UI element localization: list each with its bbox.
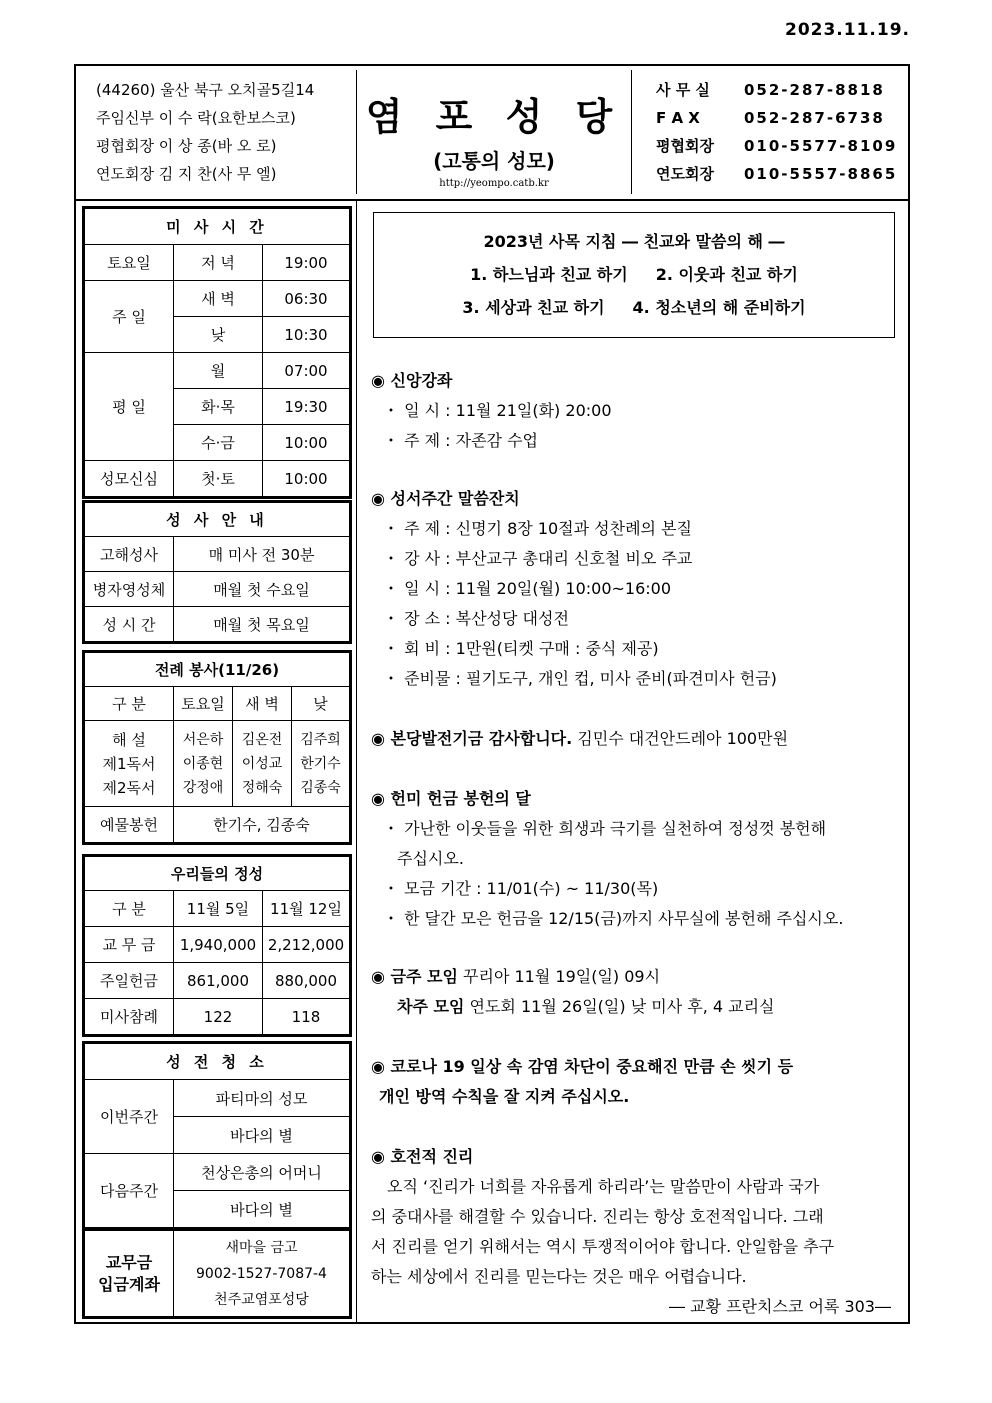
cleaning-week-label: 이번주간 xyxy=(85,1080,174,1154)
sacrament-name: 병자영성체 xyxy=(85,572,174,607)
pastor: 주임신부 이 수 락(요한보스코) xyxy=(96,109,296,127)
notice-meetings xyxy=(371,962,901,1022)
parish-subtitle: (고통의 성모) xyxy=(433,149,555,173)
masthead xyxy=(356,70,632,194)
contact-label: 평협회장 xyxy=(656,137,714,155)
contact-value: 010-5557-8865 xyxy=(744,165,898,183)
notice-title: ◉ 금주 모임 xyxy=(371,967,458,986)
sacrament-time: 매월 첫 수요일 xyxy=(174,572,350,607)
server-name: 한기수 xyxy=(300,755,341,772)
contact-label: F A X xyxy=(656,109,700,127)
donation-value: 122 xyxy=(174,999,263,1035)
mass-time: 10:30 xyxy=(263,317,350,353)
notice-line: ・ 회 비 : 1만원(티켓 구매 : 중식 제공) xyxy=(383,639,659,658)
notice-line: ・ 강 사 : 부산교구 총대리 신호철 비오 주교 xyxy=(383,549,693,568)
role: 제2독서 xyxy=(102,778,156,797)
mass-time: 10:00 xyxy=(263,461,350,497)
contact-value: 010-5577-8109 xyxy=(744,137,898,155)
contact-label: 사 무 실 xyxy=(656,81,710,99)
notice-covid xyxy=(371,1052,901,1112)
notice-bible-week xyxy=(371,484,901,694)
mass-time: 10:00 xyxy=(263,425,350,461)
notice-truth-quote xyxy=(371,1142,901,1322)
notice-line xyxy=(371,724,901,754)
notice-line: ・ 주 제 : 자존감 수업 xyxy=(383,431,539,450)
liturgy-roles xyxy=(85,721,174,807)
quote-source: ― 교황 프란치스코 어록 303― xyxy=(669,1297,891,1316)
header-divider xyxy=(76,199,908,201)
contact-row xyxy=(656,160,906,188)
role: 해 설 xyxy=(112,730,146,749)
server-name: 김온전 xyxy=(241,731,283,748)
notice-line: ・ 한 달간 모은 헌금을 12/15(금)까지 사무실에 봉헌해 주십시오. xyxy=(383,909,844,928)
mass-when: 낮 xyxy=(174,317,263,353)
mass-when: 수·금 xyxy=(174,425,263,461)
server-name: 서은하 xyxy=(182,731,224,748)
guideline-row xyxy=(374,262,894,285)
server-name: 강정애 xyxy=(182,779,224,796)
quote-line: 서 진리를 얻기 위해서는 역시 투쟁적이어야 합니다. 안일함을 추구 xyxy=(371,1237,835,1256)
notice-line: ・ 일 시 : 11월 20일(월) 10:00~16:00 xyxy=(383,579,672,598)
server-name: 김종숙 xyxy=(300,779,341,796)
donation-header: 11월 12일 xyxy=(263,891,350,927)
mass-schedule-table xyxy=(84,208,350,497)
cleaning-group: 파티마의 성모 xyxy=(174,1080,350,1117)
quote-line: 의 중대사를 해결할 수 있습니다. 진리는 항상 호전적입니다. 그래 xyxy=(371,1207,824,1226)
day-label: 토요일 xyxy=(85,245,174,281)
donation-item: 교 무 금 xyxy=(85,927,174,963)
server-name: 이종현 xyxy=(182,755,224,772)
guideline-title: 2023년 사목 지침 ― 친교와 말씀의 해 ― xyxy=(483,232,785,251)
funeral-president: 연도회장 김 지 찬(사 무 엘) xyxy=(96,165,277,183)
notice-line: ・ 장 소 : 복산성당 대성전 xyxy=(383,609,569,628)
liturgy-day xyxy=(292,721,350,807)
notice-line xyxy=(371,962,901,992)
mass-time: 06:30 xyxy=(263,281,350,317)
notice-rice-offering xyxy=(371,784,901,934)
notice-title: ◉ 신앙강좌 xyxy=(371,371,453,390)
donation-value: 1,940,000 xyxy=(174,927,263,963)
mass-when: 화·목 xyxy=(174,389,263,425)
liturgy-header: 구 분 xyxy=(85,687,174,721)
cleaning-title: 성 전 청 소 xyxy=(85,1044,350,1080)
notice-line: 주십시오. xyxy=(397,849,464,868)
contact-row xyxy=(656,132,906,160)
contact-info xyxy=(656,76,906,188)
contact-row xyxy=(656,104,906,132)
liturgy-header: 새 벽 xyxy=(233,687,292,721)
sacrament-name: 고해성사 xyxy=(85,537,174,572)
parish-info xyxy=(96,76,346,188)
notice-thanks xyxy=(371,724,901,754)
sacrament-name: 성 시 간 xyxy=(85,607,174,642)
account-label xyxy=(85,1231,174,1317)
guideline-row xyxy=(374,295,894,318)
address: (44260) 울산 북구 오치골5길14 xyxy=(96,81,315,99)
notice-title: 차주 모임 xyxy=(397,997,465,1016)
quote-line: 오직 ‘진리가 너희를 자유롭게 하리라’는 말씀만이 사람과 국가 xyxy=(387,1177,820,1196)
cleaning-week-label: 다음주간 xyxy=(85,1154,174,1228)
bulletin-frame xyxy=(74,64,910,1324)
mass-time: 19:00 xyxy=(263,245,350,281)
contact-label: 연도회장 xyxy=(656,165,714,183)
mass-when: 저 녁 xyxy=(174,245,263,281)
issue-date: 2023.11.19. xyxy=(784,20,910,40)
role: 제1독서 xyxy=(102,754,156,773)
notice-line: ・ 준비물 : 필기도구, 개인 컵, 미사 준비(파견미사 헌금) xyxy=(383,669,777,688)
account-holder: 천주교염포성당 xyxy=(214,1291,309,1308)
notice-title: ◉ 성서주간 말씀잔치 xyxy=(371,489,520,508)
offering-label: 예물봉헌 xyxy=(85,807,174,843)
parish-url[interactable]: http://yeompo.catb.kr xyxy=(439,178,549,189)
donation-value: 880,000 xyxy=(263,963,350,999)
notice-title: ◉ 본당발전기금 감사합니다. xyxy=(371,729,573,748)
server-name: 정해숙 xyxy=(241,779,283,796)
liturgy-title: 전례 봉사(11/26) xyxy=(85,653,350,687)
account-table xyxy=(84,1230,350,1317)
mass-when: 월 xyxy=(174,353,263,389)
donation-header: 11월 5일 xyxy=(174,891,263,927)
cleaning-group: 천상은총의 어머니 xyxy=(174,1154,350,1191)
pastoral-guideline-box xyxy=(373,212,895,338)
cleaning-group: 바다의 별 xyxy=(174,1117,350,1154)
liturgy-header: 토요일 xyxy=(174,687,233,721)
notice-line: ・ 주 제 : 신명기 8장 10절과 성찬례의 본질 xyxy=(383,519,693,538)
guideline-item: 4. 청소년의 해 준비하기 xyxy=(632,298,806,317)
donation-item: 미사참례 xyxy=(85,999,174,1035)
mass-schedule-title: 미 사 시 간 xyxy=(85,209,350,245)
guideline-item: 2. 이웃과 친교 하기 xyxy=(655,265,798,284)
day-label: 주 일 xyxy=(85,281,174,353)
notice-faith-lecture xyxy=(371,366,901,456)
liturgy-dawn xyxy=(233,721,292,807)
column-divider xyxy=(356,200,357,1322)
mass-time: 19:30 xyxy=(263,389,350,425)
account-details xyxy=(174,1231,350,1317)
notice-title: ◉ 헌미 헌금 봉헌의 달 xyxy=(371,789,531,808)
notice-line: ・ 가난한 이웃들을 위한 희생과 극기를 실천하여 정성껏 봉헌해 xyxy=(383,819,827,838)
notice-text: 연도회 11월 26일(일) 낮 미사 후, 4 교리실 xyxy=(469,997,775,1016)
account-label-line: 교무금 xyxy=(105,1252,153,1272)
sacrament-time: 매 미사 전 30분 xyxy=(174,537,350,572)
donation-header: 구 분 xyxy=(85,891,174,927)
donation-value: 118 xyxy=(263,999,350,1035)
sacraments-title: 성 사 안 내 xyxy=(85,503,350,537)
server-name: 김주희 xyxy=(300,731,341,748)
contact-value: 052-287-8818 xyxy=(744,81,885,99)
guideline-item: 1. 하느님과 친교 하기 xyxy=(470,265,628,284)
contact-row xyxy=(656,76,906,104)
day-label: 성모신심 xyxy=(85,461,174,497)
liturgy-sat xyxy=(174,721,233,807)
notice-line: 개인 방역 수칙을 잘 지켜 주십시오. xyxy=(379,1087,630,1106)
donation-value: 861,000 xyxy=(174,963,263,999)
account-number: 9002-1527-7087-4 xyxy=(196,1265,327,1282)
bank-name: 새마을 금고 xyxy=(225,1239,298,1256)
quote-line: 하는 세상에서 진리를 믿는다는 것은 매우 어렵습니다. xyxy=(371,1267,747,1286)
mass-time: 07:00 xyxy=(263,353,350,389)
contact-value: 052-287-6738 xyxy=(744,109,885,127)
notice-line: ・ 일 시 : 11월 21일(화) 20:00 xyxy=(383,401,612,420)
donation-title: 우리들의 정성 xyxy=(85,857,350,891)
sacraments-table xyxy=(84,502,350,642)
guideline-item: 3. 세상과 친교 하기 xyxy=(462,298,605,317)
cleaning-group: 바다의 별 xyxy=(174,1191,350,1228)
mass-when: 새 벽 xyxy=(174,281,263,317)
notice-line: ◉ 코로나 19 일상 속 감염 차단이 중요해진 만큼 손 씻기 등 xyxy=(371,1057,794,1076)
cleaning-table xyxy=(84,1043,350,1228)
sacrament-time: 매월 첫 목요일 xyxy=(174,607,350,642)
donation-item: 주일헌금 xyxy=(85,963,174,999)
parish-title: 염 포 성 당 xyxy=(365,95,623,139)
notice-title: ◉ 호전적 진리 xyxy=(371,1147,474,1166)
notice-line xyxy=(371,992,901,1022)
liturgy-table xyxy=(84,652,350,843)
notice-line: ・ 모금 기간 : 11/01(수) ~ 11/30(목) xyxy=(383,879,659,898)
offering-value: 한기수, 김종숙 xyxy=(174,807,350,843)
notice-text: 김민수 대건안드레아 100만원 xyxy=(577,729,789,748)
day-label: 평 일 xyxy=(85,353,174,461)
liturgy-header: 낮 xyxy=(292,687,350,721)
donation-table xyxy=(84,856,350,1035)
mass-when: 첫·토 xyxy=(174,461,263,497)
notice-text: 꾸리아 11월 19일(일) 09시 xyxy=(463,967,661,986)
account-label-line: 입금계좌 xyxy=(98,1274,160,1294)
donation-value: 2,212,000 xyxy=(263,927,350,963)
council-president: 평협회장 이 상 종(바 오 로) xyxy=(96,137,277,155)
server-name: 이성교 xyxy=(241,755,283,772)
